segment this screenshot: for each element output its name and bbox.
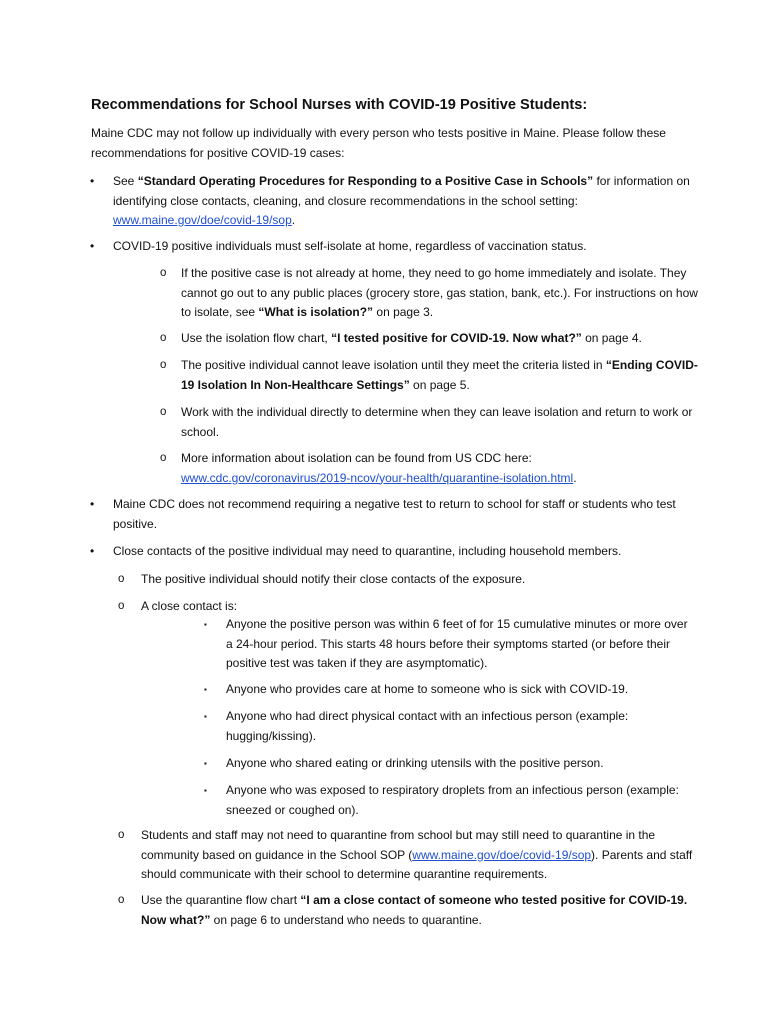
list-item-close-contact-def: A close contact is: [141,599,238,613]
square-marker: ▪ [204,685,207,694]
list-item-work-with-individual: Work with the individual directly to determine when they can leave isolation and return to work or school. [181,405,693,439]
intro-paragraph: Maine CDC may not follow up individually with every person who tests positive in Maine. Please follow these recommendations for positive COVID-19 cases: [91,126,666,160]
cdc-link[interactable]: www.cdc.gov/coronavirus/2019-ncov/your-health/quarantine-isolation.html [181,470,574,485]
circle-marker: o [118,829,125,841]
circle-marker: o [118,573,125,585]
list-item-more-info: More information about isolation can be found from US CDC here: www.cdc.gov/coronavirus/2019-ncov/your-health/quarantine-isolation.html. [181,451,577,485]
list-item-isolate-home: If the positive case is not already at home, they need to go home immediately and isolate. They cannot go out to any public places (grocery store, gas station, bank, etc.). For instructions on how to isolate, see “What is isolation?” on page 3. [181,266,698,319]
list-item-contact-criterion: Anyone who provides care at home to someone who is sick with COVID-19. [226,682,629,696]
list-item-close-contacts: Close contacts of the positive individual may need to quarantine, including household members. [113,544,622,558]
square-marker: ▪ [204,786,207,795]
circle-marker: o [160,332,167,344]
bullet-marker: • [90,497,95,511]
list-item-isolation-flowchart: Use the isolation flow chart, “I tested positive for COVID-19. Now what?” on page 4. [181,331,642,345]
square-marker: ▪ [204,712,207,721]
list-item-contact-criterion: Anyone the positive person was within 6 feet of for 15 cumulative minutes or more over a 24-hour period. This starts 48 hours before their symptoms started (or before their positive test was taken if they are asymptomatic). [226,617,688,670]
sop-title: “Standard Operating Procedures for Responding to a Positive Case in Schools” [137,174,594,188]
list-item-quarantine-flowchart: Use the quarantine flow chart “I am a close contact of someone who tested positive for COVID-19. Now what?” on page 6 to understand who needs to quarantine. [141,893,688,927]
sop-link[interactable]: www.maine.gov/doe/covid-19/sop [412,847,592,862]
circle-marker: o [160,406,167,418]
list-item-negative-test: Maine CDC does not recommend requiring a negative test to return to school for staff or students who test positive. [113,497,676,531]
circle-marker: o [118,600,125,612]
list-item-ending-isolation: The positive individual cannot leave isolation until they meet the criteria listed in “Ending COVID-19 Isolation In Non-Healthcare Settings” on page 5. [181,358,698,392]
list-item-contact-criterion: Anyone who shared eating or drinking utensils with the positive person. [226,756,604,770]
list-item-school-quarantine: Students and staff may not need to quarantine from school but may still need to quarantine in the community based on guidance in the School SOP (www.maine.gov/doe/covid-19/sop). Parents and staff should communicate with their school to determine quarantine requirements. [141,828,693,881]
square-marker: ▪ [204,759,207,768]
sop-link[interactable]: www.maine.gov/doe/covid-19/sop [113,213,292,227]
bullet-marker: • [90,544,95,558]
circle-marker: o [160,267,167,279]
list-item-contact-criterion: Anyone who was exposed to respiratory droplets from an infectious person (example: sneezed or coughed on). [226,783,679,817]
list-item-isolate: COVID-19 positive individuals must self-isolate at home, regardless of vaccination status. [113,239,587,253]
bullet-marker: • [90,239,95,253]
page-title: Recommendations for School Nurses with COVID-19 Positive Students: [91,97,588,113]
circle-marker: o [160,359,167,371]
list-item-notify-contacts: The positive individual should notify their close contacts of the exposure. [141,572,526,586]
list-item-sop: See “Standard Operating Procedures for Responding to a Positive Case in Schools” for information on identifying close contacts, cleaning, and closure recommendations in the school setting: www.maine.gov/doe/covid-19/sop. [113,174,690,227]
circle-marker: o [118,894,125,906]
list-item-contact-criterion: Anyone who had direct physical contact with an infectious person (example: hugging/kissing). [226,709,629,743]
circle-marker: o [160,452,167,464]
square-marker: ▪ [204,620,207,629]
bullet-marker: • [90,174,95,188]
